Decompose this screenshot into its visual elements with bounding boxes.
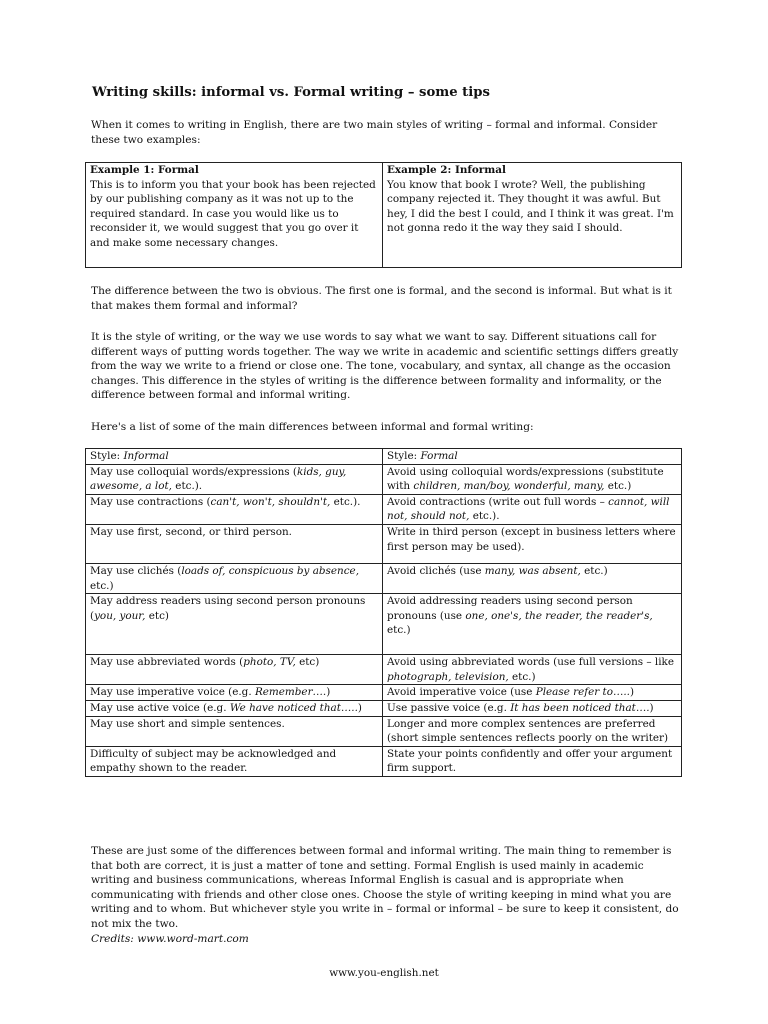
informal-cell: May use abbreviated words (photo, TV, etc) xyxy=(86,655,383,685)
formal-example-cell xyxy=(86,163,383,268)
informal-cell: Difficulty of subject may be acknowledged and empathy shown to the reader. xyxy=(86,746,383,776)
formal-cell: Use passive voice (e.g. It has been noticed that….) xyxy=(383,700,682,716)
list-intro-paragraph: Here's a list of some of the main differences between informal and formal writing: xyxy=(91,421,534,433)
informal-cell: May use imperative voice (e.g. Remember….) xyxy=(86,685,383,701)
conclusion-paragraph: These are just some of the differences between formal and informal writing. The main thing to remember is that both are correct, it is just a matter of tone and setting. Formal English is used mainly in academic writing and business communications, whereas Informal English is casual and is appropriate when communicating with friends and other close ones. Choose the style of writing keeping in mind what you are writing and to whom. But whichever style you write in – formal or informal – be sure to keep it consistent, do not mix the two. xyxy=(91,845,679,930)
credits-line: Credits: www.word-mart.com xyxy=(91,932,249,945)
conclusion-block xyxy=(91,844,683,946)
table-row xyxy=(86,746,682,776)
table-row xyxy=(86,563,682,593)
informal-cell: May use first, second, or third person. xyxy=(86,524,383,563)
informal-example-text: You know that book I wrote? Well, the publishing company rejected it. They thought it was awful. But hey, I did the best I could, and I think it was great. I'm not gonna redo it the way they said I should. xyxy=(387,178,674,235)
informal-cell: May use active voice (e.g. We have noticed that…..) xyxy=(86,700,383,716)
informal-column-header: Style: Informal xyxy=(86,449,383,465)
informal-cell: May use colloquial words/expressions (kids, guy, awesome, a lot, etc.). xyxy=(86,464,383,494)
table-row xyxy=(86,594,682,655)
formal-cell: Avoid using abbreviated words (use full versions – like photograph, television, etc.) xyxy=(383,655,682,685)
formal-cell: Avoid imperative voice (use Please refer to…..) xyxy=(383,685,682,701)
formal-example-heading: Example 1: Formal xyxy=(90,164,199,176)
examples-table xyxy=(85,162,682,268)
table-row xyxy=(86,524,682,563)
informal-example-cell xyxy=(383,163,682,268)
table-row xyxy=(86,716,682,746)
formal-cell: Avoid using colloquial words/expressions (substitute with children, man/boy, wonderful, many, etc.) xyxy=(383,464,682,494)
footer-url: www.you-english.net xyxy=(329,967,439,979)
informal-cell: May use clichés (loads of, conspicuous by absence, etc.) xyxy=(86,563,383,593)
informal-cell: May use contractions (can't, won't, shouldn't, etc.). xyxy=(86,494,383,524)
formal-cell: Longer and more complex sentences are preferred (short simple sentences reflects poorly on the writer) xyxy=(383,716,682,746)
table-row xyxy=(86,685,682,701)
intro-paragraph: When it comes to writing in English, there are two main styles of writing – formal and informal. Consider these two examples: xyxy=(91,119,658,146)
table-row xyxy=(86,464,682,494)
difference-paragraph: The difference between the two is obvious. The first one is formal, and the second is informal. But what is it that makes them formal and informal? xyxy=(91,285,672,312)
informal-example-heading: Example 2: Informal xyxy=(387,164,506,176)
formal-cell: Avoid contractions (write out full words – cannot, will not, should not, etc.). xyxy=(383,494,682,524)
table-row xyxy=(86,494,682,524)
table-header-row xyxy=(86,449,682,465)
formal-cell: Write in third person (except in business letters where first person may be used). xyxy=(383,524,682,563)
comparison-table xyxy=(85,448,682,777)
formal-cell: Avoid addressing readers using second person pronouns (use one, one's, the reader, the reader's, etc.) xyxy=(383,594,682,655)
style-paragraph: It is the style of writing, or the way we use words to say what we want to say. Different situations call for different ways of putting words together. The way we write in academic and scientific settings differs greatly from the way we write to a friend or close one. The tone, vocabulary, and syntax, all change as the occasion changes. This difference in the styles of writing is the difference between formality and informality, or the difference between formal and informal writing. xyxy=(91,331,679,402)
formal-column-header: Style: Formal xyxy=(383,449,682,465)
formal-cell: Avoid clichés (use many, was absent, etc.) xyxy=(383,563,682,593)
informal-cell: May use short and simple sentences. xyxy=(86,716,383,746)
formal-cell: State your points confidently and offer your argument firm support. xyxy=(383,746,682,776)
informal-cell: May address readers using second person pronouns (you, your, etc) xyxy=(86,594,383,655)
formal-example-text: This is to inform you that your book has been rejected by our publishing company as it was not up to the required standard. In case you would like us to reconsider it, we would suggest that you go over it and make some necessary changes. xyxy=(90,178,376,249)
page-title: Writing skills: informal vs. Formal writing – some tips xyxy=(92,85,490,100)
table-row xyxy=(86,163,682,268)
table-row xyxy=(86,655,682,685)
table-row xyxy=(86,700,682,716)
